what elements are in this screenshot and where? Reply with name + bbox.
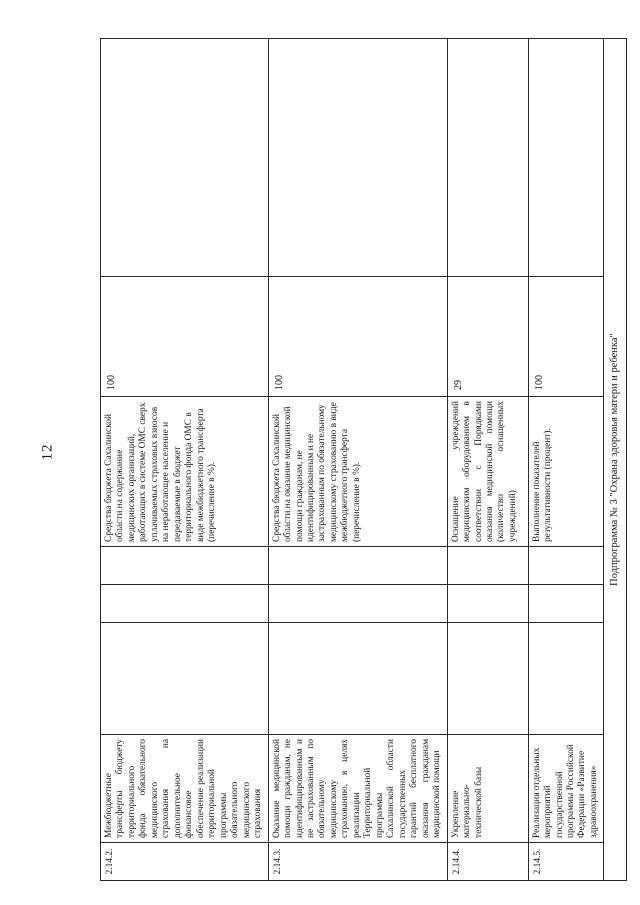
table-row bbox=[447, 39, 528, 881]
subprogram-heading-row bbox=[604, 39, 627, 881]
subprogram-heading: Подпрограмма № 3 "Охрана здоровья матери и ребенка" bbox=[604, 39, 627, 881]
row-empty-cell bbox=[268, 39, 447, 277]
row-indicator: Средства бюджета Сахалинской области на оказание медицинской помощи гражданам, не идентифицированным и не застрахованным по обязательному медицинскому страхованию в виде межбюджетного трансферта (перечисление в %). bbox=[268, 397, 447, 547]
row-code: 2.14.3. bbox=[268, 843, 447, 881]
row-code: 2.14.4. bbox=[447, 843, 528, 881]
row-empty-cell bbox=[268, 547, 447, 585]
row-target-value: 29 bbox=[447, 277, 528, 397]
row-code: 2.14.5. bbox=[528, 843, 604, 881]
table-rotator bbox=[100, 39, 620, 881]
row-empty-cell bbox=[101, 547, 269, 585]
rotated-table-sheet bbox=[100, 39, 620, 881]
row-empty-cell bbox=[101, 623, 269, 735]
row-code: 2.14.2. bbox=[101, 843, 269, 881]
row-empty-cell bbox=[447, 585, 528, 623]
row-empty-cell bbox=[268, 585, 447, 623]
table-row bbox=[268, 39, 447, 881]
row-empty-cell bbox=[268, 623, 447, 735]
row-target-value: 100 bbox=[268, 277, 447, 397]
row-empty-cell bbox=[528, 39, 604, 277]
row-measure-name: Оказание медицинской помощи гражданам, не идентифицированным и не застрахованным по обязательному медицинскому страхованию, в целях реализации Территориальной программы Сахалинской области государственных гарантий бесплатного оказания гражданам медицинской помощи bbox=[268, 735, 447, 843]
row-indicator: Выполнение показателей результативности (процент). bbox=[528, 397, 604, 547]
row-empty-cell bbox=[447, 547, 528, 585]
program-measures-table bbox=[100, 38, 627, 881]
row-measure-name: Межбюджетные трансферты бюджету территориального фонда обязательного медицинского страхования на дополнительное финансовое обеспечение реализации территориальной программы обязательного медицинского страхования bbox=[101, 735, 269, 843]
row-measure-name: Укрепление материально-технической базы bbox=[447, 735, 528, 843]
row-target-value: 100 bbox=[101, 277, 269, 397]
row-empty-cell bbox=[447, 623, 528, 735]
row-indicator: Средства бюджета Сахалинской области на содержание медицинских организаций, работающих в системе ОМС сверх уплачиваемых страховых взносов на неработающее население и передаваемые в бюджет территориального фонда ОМС в виде межбюджетного трансферта (перечисление в %). bbox=[101, 397, 269, 547]
row-empty-cell bbox=[528, 547, 604, 585]
row-empty-cell bbox=[528, 623, 604, 735]
table-row bbox=[101, 39, 269, 881]
row-empty-cell bbox=[101, 39, 269, 277]
table-row bbox=[528, 39, 604, 881]
row-empty-cell bbox=[528, 585, 604, 623]
row-measure-name: Реализация отдельных мероприятий государственной программы Российской Федерации «Развитие здравоохранения» bbox=[528, 735, 604, 843]
page-number: 12 bbox=[39, 443, 56, 461]
row-indicator: Оснащение учреждений медицинским оборудованием в соответствии с Порядками оказания медицинской помощи (количество оснащенных учреждений) bbox=[447, 397, 528, 547]
row-empty-cell bbox=[447, 39, 528, 277]
row-target-value: 100 bbox=[528, 277, 604, 397]
row-empty-cell bbox=[101, 585, 269, 623]
